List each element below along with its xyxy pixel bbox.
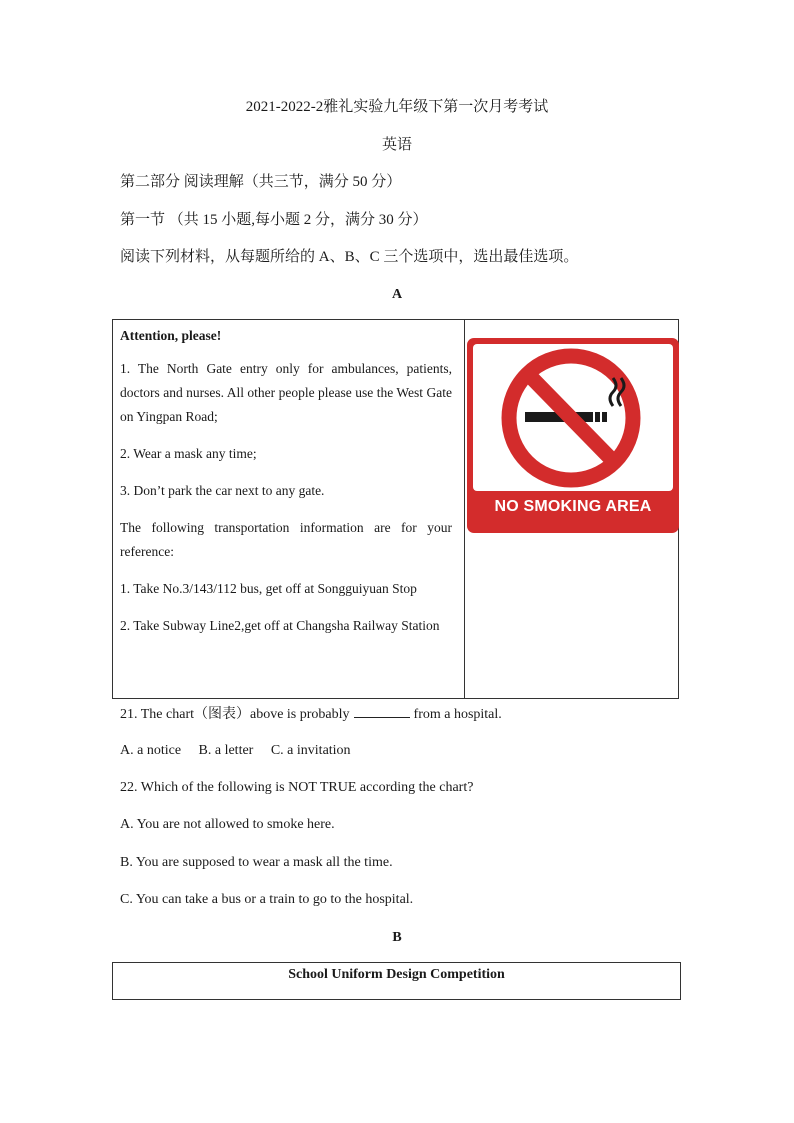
option-22-a[interactable]: A. You are not allowed to smoke here.	[120, 817, 335, 832]
option-21-c[interactable]: C. a invitation	[270, 743, 351, 758]
no-smoking-icon	[473, 344, 673, 491]
answer-blank[interactable]	[354, 704, 410, 718]
question-21-stem-end: from a hospital.	[413, 707, 502, 722]
question-21	[120, 704, 502, 725]
sign-image-cell	[465, 320, 678, 698]
notice-rule-2: 2. Wear a mask any time;	[120, 446, 257, 461]
notice-text-cell	[113, 320, 465, 698]
exam-subject: 英语	[381, 137, 412, 153]
option-21-a[interactable]: A. a notice	[120, 743, 182, 758]
transport-bus: 1. Take No.3/143/112 bus, get off at Songguiyuan Stop	[120, 581, 417, 596]
passage-b-title: School Uniform Design Competition	[288, 967, 505, 982]
sign-caption: NO SMOKING AREA	[494, 498, 652, 515]
option-22-b[interactable]: B. You are supposed to wear a mask all the time.	[120, 855, 393, 870]
no-smoking-sign	[467, 338, 679, 533]
passage-b-label: B	[392, 930, 402, 945]
passage-a-label: A	[391, 287, 403, 302]
option-21-b[interactable]: B. a letter	[198, 743, 254, 758]
part-heading: 第二部分 阅读理解（共三节，满分 50 分）	[120, 174, 402, 190]
transport-subway: 2. Take Subway Line2,get off at Changsha Railway Station	[120, 618, 440, 633]
section-heading: 第一节 （共 15 小题,每小题 2 分，满分 30 分）	[120, 212, 428, 228]
question-22-stem: 22. Which of the following is NOT TRUE according the chart?	[120, 780, 474, 795]
instructions: 阅读下列材料，从每题所给的 A、B、C 三个选项中，选出最佳选项。	[120, 249, 579, 265]
option-22-c[interactable]: C. You can take a bus or a train to go to the hospital.	[120, 892, 414, 907]
question-21-stem: 21. The chart（图表）above is probably	[120, 707, 350, 722]
passage-b-table	[112, 962, 681, 1000]
question-21-options	[120, 741, 365, 761]
notice-rule-3: 3. Don’t park the car next to any gate.	[120, 483, 325, 498]
transport-intro: The following transportation information are for your reference:	[120, 520, 452, 559]
exam-title: 2021-2022-2雅礼实验九年级下第一次月考考试	[245, 99, 549, 115]
notice-heading: Attention, please!	[120, 328, 222, 343]
notice-rule-1: 1. The North Gate entry only for ambulances, patients, doctors and nurses. All other people please use the West Gate on Yingpan Road;	[120, 361, 452, 424]
passage-a-table	[112, 319, 679, 699]
